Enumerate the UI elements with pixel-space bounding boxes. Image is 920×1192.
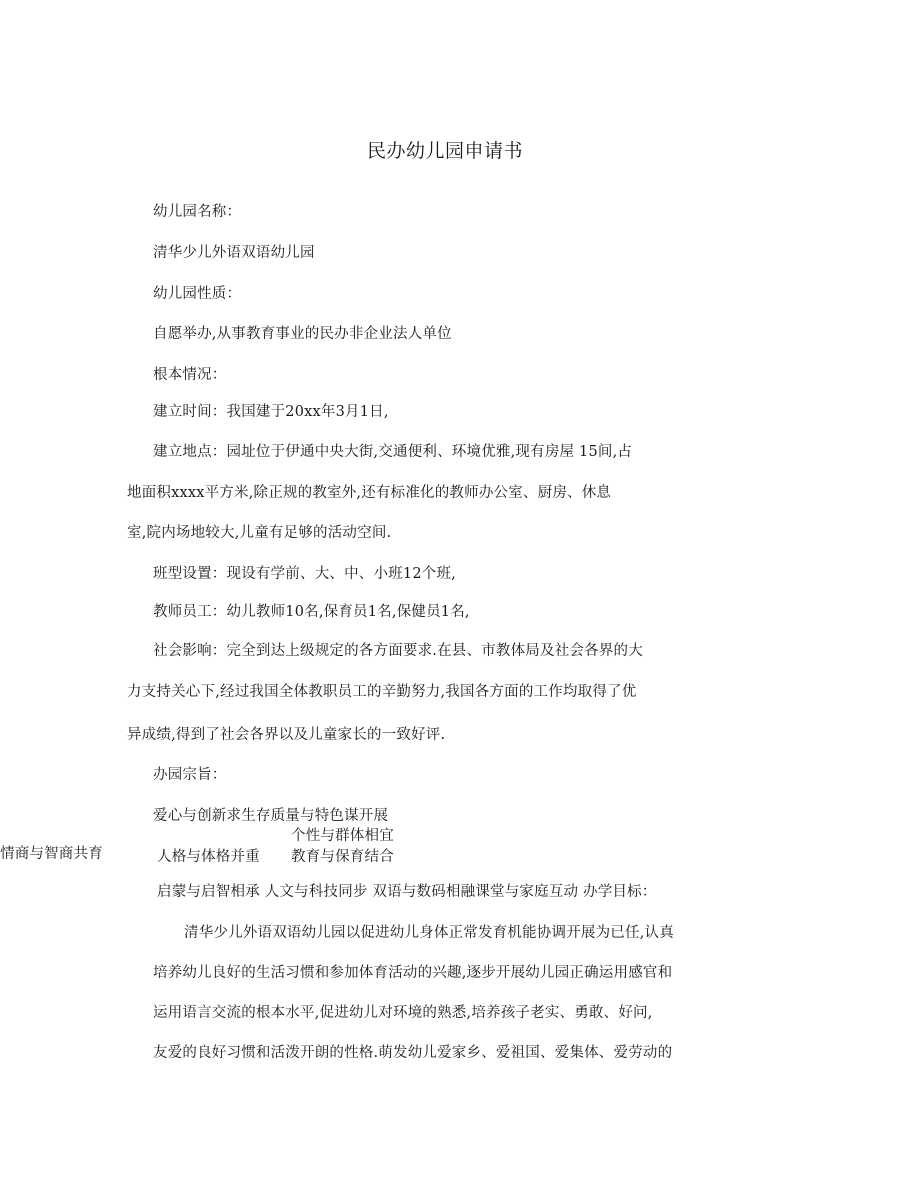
goal-line: 友爱的良好习惯和活泼开朗的性格.萌发幼儿爱家乡、爱祖国、爱集体、爱劳动的 [153,1045,673,1061]
purpose-item: 人格与体格并重 [157,849,260,865]
basic-label: 根本情况： [153,367,227,383]
location-line: 室,院内场地较大,儿童有足够的活动空间. [127,525,392,541]
nature-label: 幼儿园性质： [153,286,242,302]
influence-line: 力支持关心下,经过我国全体教职员工的辛勤努力,我国各方面的工作均取得了优 [127,684,637,700]
name-label: 幼儿园名称： [153,204,242,220]
influence-line: 社会影响：完全到达上级规定的各方面要求.在县、市教体局及社会各界的大 [153,643,643,659]
goal-line: 运用语言交流的根本水平,促进幼儿对环境的熟悉,培养孩子老实、勇敢、好问, [153,1005,653,1021]
purpose-label: 办园宗旨： [153,767,227,783]
founding-time: 建立时间：我国建于20xx年3月1日, [153,404,389,420]
influence-line: 异成绩,得到了社会各界以及儿童家长的一致好评. [127,727,446,743]
staff-line: 教师员工：幼儿教师10名,保育员1名,保健员1名, [153,604,470,620]
nature-value: 自愿举办,从事教育事业的民办非企业法人单位 [153,326,452,342]
location-line: 地面积xxxx平方米,除正规的教室外,还有标准化的教师办公室、厨房、休息 [127,485,612,501]
name-value: 清华少儿外语双语幼儿园 [153,245,315,261]
classes-line: 班型设置：现设有学前、大、中、小班12个班, [153,566,456,582]
goal-line: 清华少儿外语双语幼儿园以促进幼儿身体正常发育机能协调开展为已任,认真 [184,925,674,941]
purpose-item: 个性与群体相宜 [291,828,394,844]
location-line: 建立地点：园址位于伊通中央大街,交通便利、环境优雅,现有房屋 15间,占 [153,444,633,460]
purpose-item: 教育与保育结合 [291,849,394,865]
purpose-line: 启蒙与启智相承 人文与科技同步 双语与数码相融课堂与家庭互动 办学目标： [157,884,657,900]
purpose-line: 爱心与创新求生存质量与特色谋开展 [153,808,389,824]
goal-line: 培养幼儿良好的生活习惯和参加体育活动的兴趣,逐步开展幼儿园正确运用感官和 [153,965,673,981]
purpose-margin-item: 情商与智商共育 [0,846,103,862]
document-title: 民办幼儿园申请书 [366,140,523,162]
